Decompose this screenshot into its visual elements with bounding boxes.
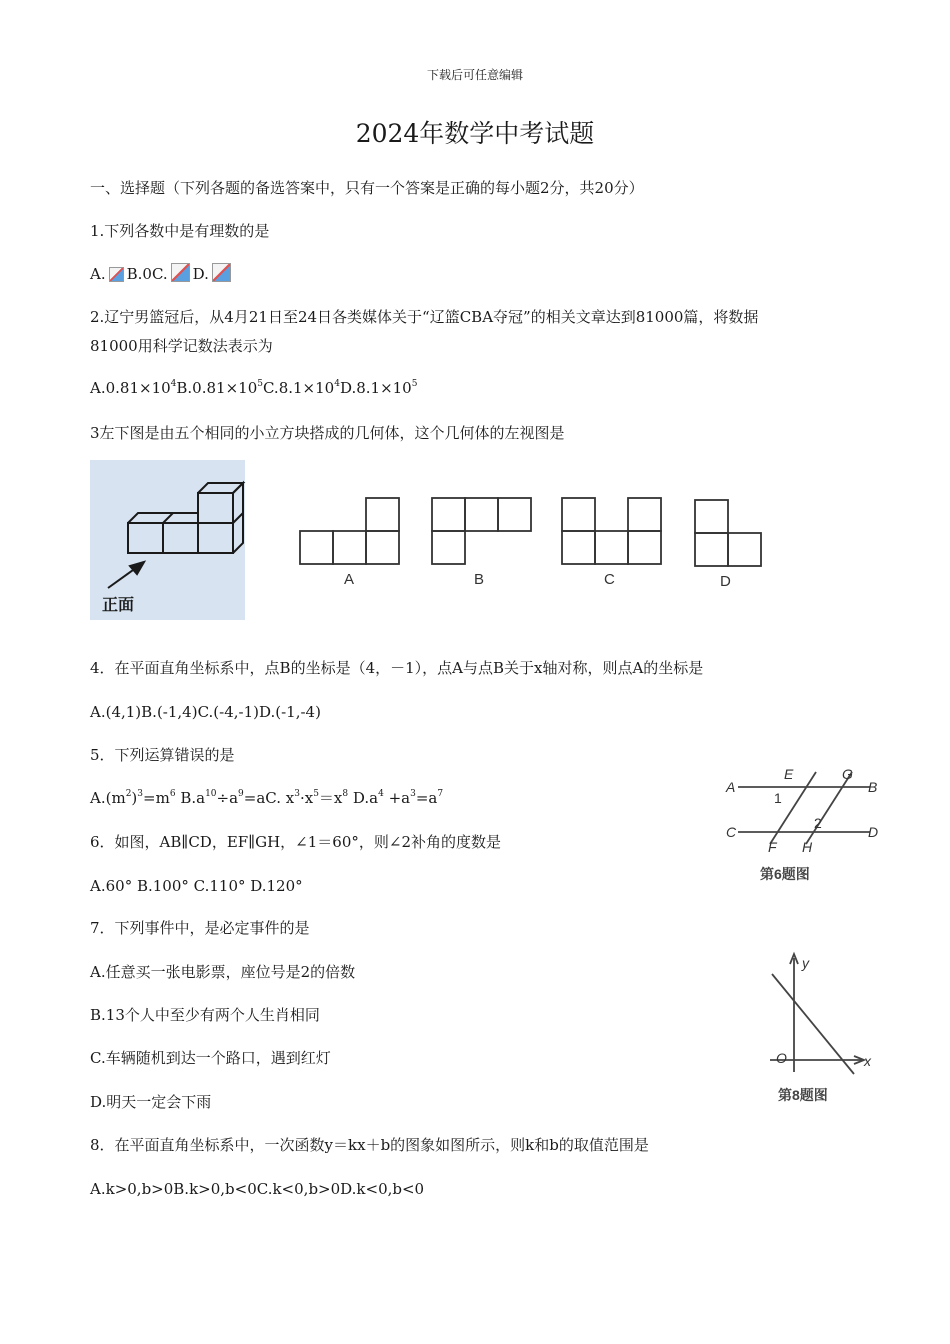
q1-option-bc-label: B.0C.: [126, 265, 168, 283]
expr: ÷a: [216, 789, 239, 807]
question-7-option-a: A.任意买一张电影票，座位号是2的倍数: [90, 963, 356, 981]
question-3-stem: 3左下图是由五个相同的小立方块搭成的几何体，这个几何体的左视图是: [90, 424, 565, 442]
image-placeholder-icon: [109, 267, 124, 282]
question-7-option-b: B.13个人中至少有两个人生肖相同: [90, 1006, 320, 1024]
option-d-label: D: [720, 573, 731, 590]
point-d-label: D: [868, 824, 879, 840]
point-h-label: H: [802, 839, 813, 855]
question-2-stem-line2: 81000用科学记数法表示为: [90, 337, 273, 355]
q6-figure-caption: 第6题图: [760, 866, 810, 882]
exponent: 5: [411, 379, 418, 389]
question-7-option-d: D.明天一定会下雨: [90, 1093, 212, 1111]
question-2-stem-line1: 2.辽宁男篮冠后，从4月21日至24日各类媒体关于“辽篮CBA夺冠”的相关文章达到81000篇，将数据: [90, 308, 759, 326]
exponent: 3: [137, 789, 144, 799]
option-c-view: [562, 498, 661, 564]
image-placeholder-icon: [171, 263, 190, 282]
point-c-label: C: [726, 824, 737, 840]
q1-option-d-label: D.: [192, 265, 209, 283]
expr: A.(m: [90, 789, 126, 807]
point-g-label: G: [842, 766, 853, 782]
question-5-options: [90, 788, 443, 808]
image-placeholder-icon: [212, 263, 231, 282]
q6-figure: [722, 762, 880, 890]
q2-option-d: D.8.1×10: [339, 379, 412, 397]
question-1-options: [90, 263, 234, 284]
page-title: 2024年数学中考试题: [355, 119, 595, 148]
angle-1-label: 1: [774, 790, 782, 806]
x-axis-label: x: [864, 1053, 871, 1069]
option-d-view: [695, 500, 761, 566]
question-7-stem: 7．下列事件中，是必定事件的是: [90, 919, 310, 937]
origin-label: O: [776, 1050, 787, 1066]
option-c-label: C: [604, 571, 615, 588]
exponent: 10: [205, 789, 217, 799]
exponent: 5: [313, 789, 319, 799]
question-8-stem: 8．在平面直角坐标系中，一次函数y＝kx＋b的图象如图所示，则k和b的取值范围是: [90, 1136, 649, 1154]
question-4-stem: 4．在平面直角坐标系中，点B的坐标是（4，－1），点A与点B关于x轴对称，则点A的坐标是: [90, 659, 704, 677]
option-a-label: A: [344, 571, 355, 588]
angle-2-label: 2: [814, 815, 822, 831]
exponent: 2: [125, 789, 132, 799]
question-7-option-c: C.车辆随机到达一个路口，遇到红灯: [90, 1049, 331, 1067]
expr: B.a: [175, 789, 206, 807]
expr: D.a: [348, 789, 379, 807]
q2-option-c: C.8.1×10: [262, 379, 335, 397]
exponent: 6: [169, 789, 176, 799]
point-a-label: A: [726, 779, 736, 795]
question-6-stem: 6．如图，AB∥CD，EF∥GH，∠1＝60°，则∠2补角的度数是: [90, 833, 501, 851]
q2-option-b: B.0.81×10: [176, 379, 258, 397]
exponent: 5: [257, 379, 263, 389]
q3-figure: [90, 460, 780, 620]
option-a-view: [300, 498, 399, 564]
question-8-options: A.k>0,b>0B.k>0,b<0C.k<0,b>0D.k<0,b<0: [90, 1180, 425, 1198]
question-6-options: A.60° B.100° C.110° D.120°: [90, 877, 303, 895]
exponent: 8: [342, 789, 349, 799]
y-axis-label: y: [802, 955, 809, 971]
exponent: 4: [170, 379, 177, 389]
expr: =a: [415, 789, 438, 807]
question-5-stem: 5．下列运算错误的是: [90, 746, 235, 764]
q6-figure-lines: [738, 772, 870, 844]
question-1-stem: 1.下列各数中是有理数的是: [90, 222, 270, 240]
exponent: 3: [410, 789, 416, 799]
question-4-options: A.(4,1)B.(-1,4)C.(-4,-1)D.(-1,-4): [90, 703, 321, 721]
question-2-options: [90, 378, 417, 398]
q8-figure-caption: 第8题图: [778, 1087, 828, 1103]
expr: ): [131, 789, 138, 807]
expr: +a: [383, 789, 411, 807]
exponent: 7: [437, 789, 444, 799]
expr: ·x: [299, 789, 314, 807]
q8-figure: [762, 948, 882, 1110]
exponent: 4: [378, 789, 384, 799]
section-heading: 一、选择题（下列各题的备选答案中，只有一个答案是正确的每小题2分，共20分）: [90, 179, 644, 197]
expr: ＝x: [318, 789, 343, 807]
front-label: 正面: [102, 597, 135, 614]
expr: =aC. x: [243, 789, 295, 807]
q1-option-a-label: A.: [90, 265, 106, 283]
page-header: 下载后可任意编辑: [426, 68, 523, 82]
point-f-label: F: [768, 839, 777, 855]
exponent: 3: [294, 789, 300, 799]
expr: =m: [143, 789, 170, 807]
option-b-label: B: [474, 571, 485, 588]
option-b-view: [432, 498, 531, 564]
exponent: 4: [334, 379, 340, 389]
q2-option-a: A.0.81×10: [90, 379, 171, 397]
point-e-label: E: [784, 766, 794, 782]
point-b-label: B: [868, 779, 878, 795]
exponent: 9: [238, 789, 244, 799]
